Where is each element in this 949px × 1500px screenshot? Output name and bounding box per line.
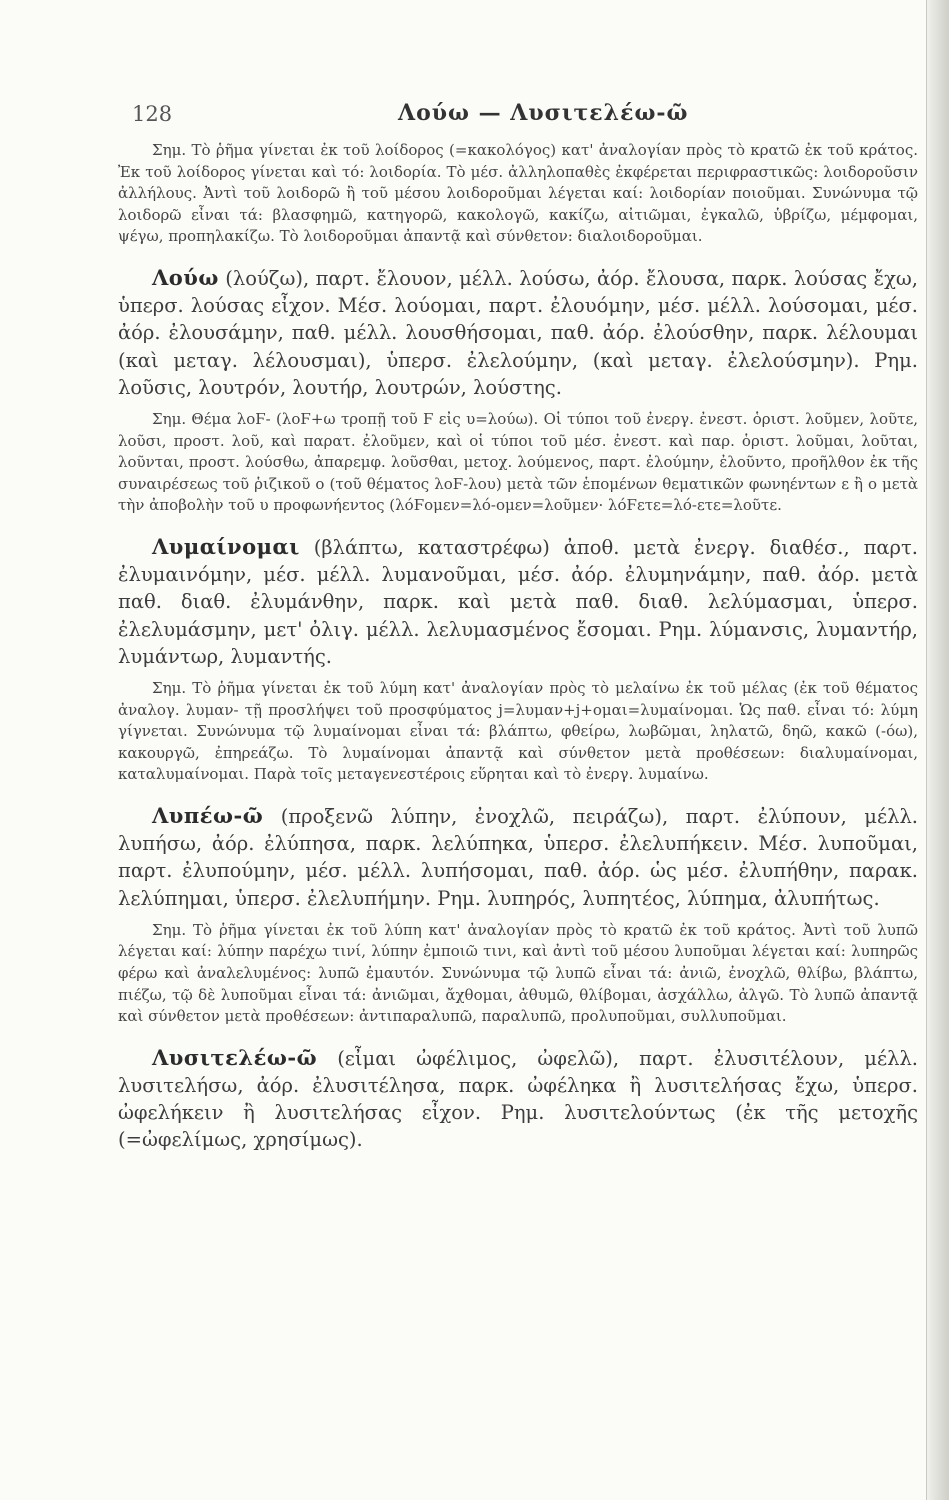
lemma-lymainomai: Λυμαίνομαι [152, 533, 300, 559]
entry-louo-text: (λούζω), παρτ. ἔλουον, μέλλ. λούσω, ἀόρ. ἔλουσα, παρκ. λούσας ἔχω, ὑπερσ. λούσας εἶχον. Μέσ. λούομαι, παρτ. ἐλουόμην, μέσ. μέλλ. λούσομαι, μέσ. ἀόρ. ἐλουσάμην, παθ. μέλλ. λουσθήσομαι, παθ. ἀόρ. ἐλούσθην, παρκ. λέλουμαι (καὶ μεταγ. λέλουσμαι), ὑπερσ. ἐλελούμην, (καὶ μεταγ. ἐλελούσμην). Ρημ. λοῦσις, λουτρόν, λουτήρ, λουτρών, λούστης. [118, 266, 918, 399]
note-lymainomai: Σημ. Τὸ ῥῆμα γίνεται ἐκ τοῦ λύμη κατ' ἀναλογίαν πρὸς τὸ μελαίνω ἐκ τοῦ μέλας (ἐκ τοῦ θέματος ἀναλογ. λυμαν- τῇ προσλήψει τοῦ προσφύματος j=λυμαν+j+ομαι=λυμαίνομαι. Ὡς παθ. εἶναι τό: λύμη γίγνεται. Συνώνυμα τῷ λυμαίνομαι εἶναι τά: βλάπτω, φθείρω, λωβῶμαι, ληλατῶ, δηῶ, κακῶ (-όω), κακουργῶ, ἐπηρεάζω. Τὸ λυμαίνομαι ἀπαντᾷ καὶ σύνθετον μετὰ προθέσεων: διαλυμαίνομαι, καταλυμαίνομαι. Παρὰ τοῖς μεταγενεστέροις εὕρηται καὶ τὸ ἐνεργ. λυμαίνω. [118, 678, 918, 784]
entry-lymainomai-text: (βλάπτω, καταστρέφω) ἀποθ. μετὰ ἐνεργ. διαθέσ., παρτ. ἐλυμαινόμην, μέσ. μέλλ. λυμανοῦμαι, μέσ. ἀόρ. ἐλυμηνάμην, παθ. ἀόρ. μετὰ παθ. διαθ. ἐλυμάνθην, παρκ. καὶ μετὰ παθ. διαθ. λελύμασμαι, ὑπερσ. ἐλελυμάσμην, μετ' ὀλιγ. μέλλ. λελυμασμένος ἔσομαι. Ρημ. λύμανσις, λυμαντήρ, λυμάντωρ, λυμαντής. [118, 535, 918, 668]
lemma-lypeo: Λυπέω-ῶ [152, 802, 264, 828]
text-column [118, 96, 918, 1162]
entry-lysiteleo-text: (εἶμαι ὠφέλιμος, ὠφελῶ), παρτ. ἐλυσιτέλουν, μέλλ. λυσιτελήσω, ἀόρ. ἐλυσιτέλησα, παρκ. ὠφέληκα ἢ λυσιτελήσας ἔχω, ὑπερσ. ὠφελήκειν ἢ λυσιτελήσας εἶχον. Ρημ. λυσιτελούντως (ἐκ τῆς μετοχῆς (=ὠφελίμως, χρησίμως). [118, 1046, 918, 1152]
lemma-lysiteleo: Λυσιτελέω-ῶ [152, 1044, 318, 1070]
entry-lypeo [118, 802, 918, 912]
page-header [118, 96, 918, 140]
note-louo: Σημ. Θέμα λοϜ- (λοϜ+ω τροπῇ τοῦ Ϝ εἰς υ=λούω). Οἱ τύποι τοῦ ἐνεργ. ἐνεστ. ὁριστ. λοῦμεν, λοῦτε, λοῦσι, προστ. λοῦ, καὶ παρατ. ἐλοῦμεν, καὶ οἱ τύποι τοῦ μέσ. ἐνεστ. καὶ παρ. ὁριστ. λοῦμαι, λοῦται, λοῦνται, προστ. λούσθω, ἀπαρεμφ. λοῦσθαι, μετοχ. λούμενος, παρτ. ἐλούμην, ἐλοῦντο, προῆλθον ἐκ τῆς συναιρέσεως τοῦ ῥιζικοῦ ο (τοῦ θέματος λοϜ-λου) μετὰ τῶν ἑπομένων θεματικῶν φωνηέντων ε ἢ ο μετὰ τὴν ἀποβολὴν τοῦ υ προφωνήεντος (λόϜομεν=λό-ομεν=λοῦμεν· λόϜετε=λό-ετε=λοῦτε. [118, 409, 918, 515]
page-edge [926, 0, 949, 1500]
entry-lysiteleo [118, 1044, 918, 1154]
entry-louo [118, 264, 918, 401]
note-loidoreo: Σημ. Τὸ ῥῆμα γίνεται ἐκ τοῦ λοίδορος (=κακολόγος) κατ' ἀναλογίαν πρὸς τὸ κρατῶ ἐκ τοῦ κράτος. Ἐκ τοῦ λοίδορος γίνεται καὶ τό: λοιδορία. Τὸ μέσ. ἀλληλοπαθὲς ἐκφέρεται περιφραστικῶς: λοιδοροῦσιν ἀλλήλους. Ἀντὶ τοῦ λοιδορῶ ἢ τοῦ μέσου λοιδοροῦμαι λέγεται καί: λοιδορίαν ποιοῦμαι. Συνώνυμα τῷ λοιδορῶ εἶναι τά: βλασφημῶ, κατηγορῶ, κακολογῶ, κακίζω, αἰτιῶμαι, ἐγκαλῶ, ὑβρίζω, μέμφομαι, ψέγω, προπηλακίζω. Τὸ λοιδοροῦμαι ἀπαντᾷ καὶ σύνθετον: διαλοιδοροῦμαι. [118, 141, 918, 246]
note-lypeo: Σημ. Τὸ ῥῆμα γίνεται ἐκ τοῦ λύπη κατ' ἀναλογίαν πρὸς τὸ κρατῶ ἐκ τοῦ κράτος. Ἀντὶ τοῦ λυπῶ λέγεται καί: λύπην παρέχω τινί, λύπην ἐμποιῶ τινι, καὶ ἀντὶ τοῦ μέσου λυποῦμαι λέγεται καί: λυπηρῶς φέρω καὶ ἀναλελυμένος: λυπῶ ἐμαυτόν. Συνώνυμα τῷ λυπῶ εἶναι τά: ἀνιῶ, ἐνοχλῶ, θλίβω, βλάπτω, πιέζω, τῷ δὲ λυποῦμαι εἶναι τά: ἀνιῶμαι, ἄχθομαι, ἀθυμῶ, θλίβομαι, ἀσχάλλω, ἀλγῶ. Τὸ λυπῶ ἀπαντᾷ καὶ σύνθετον μετὰ προθέσεων: ἀντιπαραλυπῶ, παραλυπῶ, προλυποῦμαι, συλλυποῦμαι. [118, 920, 918, 1026]
lemma-louo: Λούω [152, 264, 219, 290]
entry-lymainomai [118, 533, 918, 670]
running-head: Λούω — Λυσιτελέω-ῶ [398, 100, 689, 126]
entry-lypeo-text: (προξενῶ λύπην, ἐνοχλῶ, πειράζω), παρτ. ἐλύπουν, μέλλ. λυπήσω, ἀόρ. ἐλύπησα, παρκ. λελύπηκα, ὑπερσ. ἐλελυπήκειν. Μέσ. λυποῦμαι, παρτ. ἐλυπούμην, μέσ. μέλλ. λυπήσομαι, παθ. ἀόρ. ὡς μέσ. ἐλυπήθην, παρακ. λελύπημαι, ὑπερσ. ἐλελυπήμην. Ρημ. λυπηρός, λυπητέος, λύπημα, ἀλυπήτως. [118, 804, 918, 910]
page-number: 128 [132, 102, 173, 126]
